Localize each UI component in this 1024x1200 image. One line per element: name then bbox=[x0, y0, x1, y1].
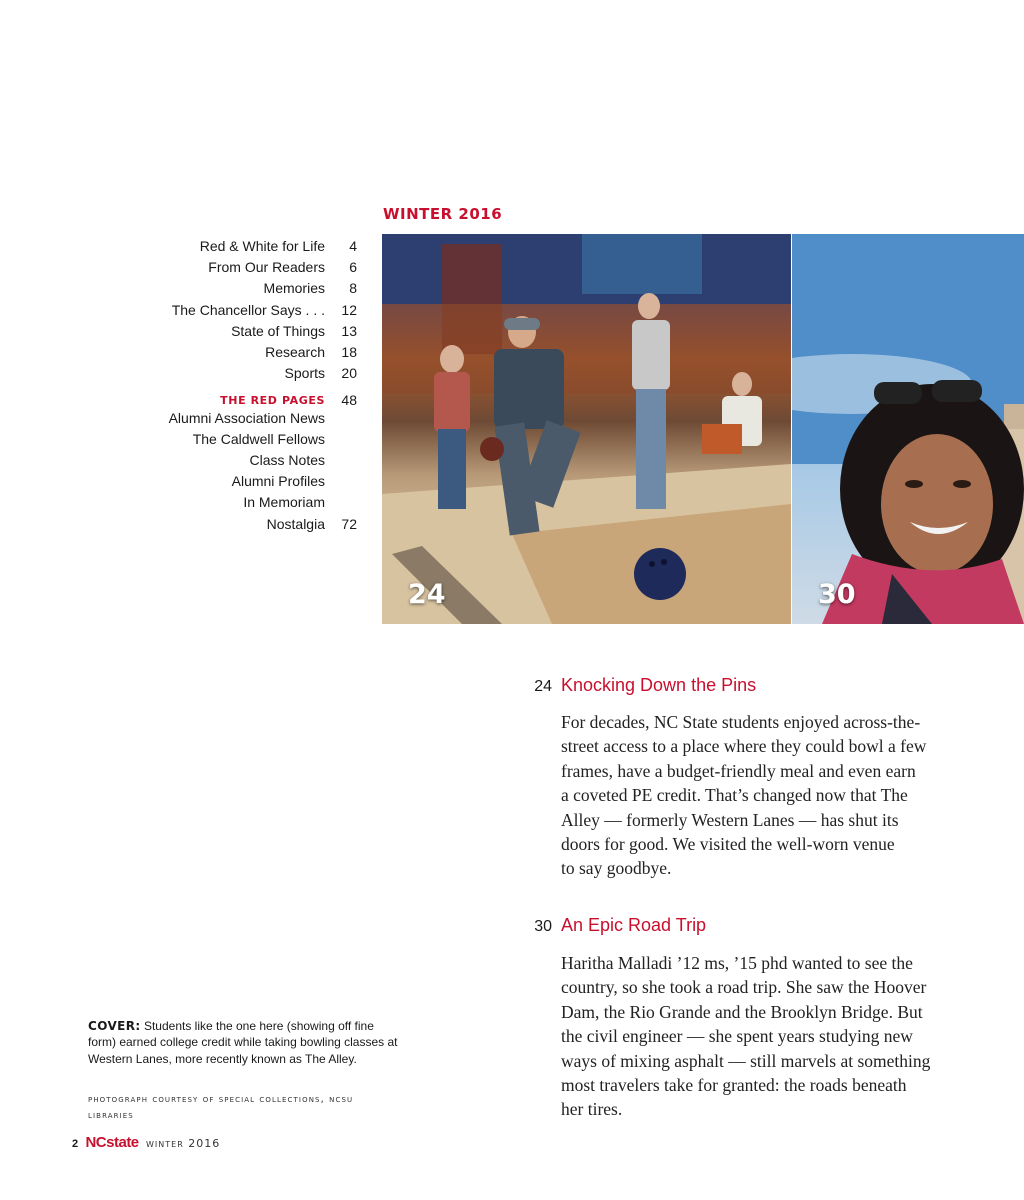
red-pages-item-label[interactable]: Alumni Profiles bbox=[231, 473, 325, 489]
summary-line: a coveted PE credit. That’s changed now that The bbox=[561, 785, 908, 806]
issue-label: WINTER 2016 bbox=[383, 205, 503, 223]
toc-item-page: 4 bbox=[349, 238, 357, 254]
toc-item-page: 13 bbox=[341, 323, 357, 339]
article-summary bbox=[561, 710, 951, 881]
bowling-photo[interactable] bbox=[382, 234, 791, 624]
article-title[interactable]: Knocking Down the Pins bbox=[561, 675, 757, 695]
article-summary bbox=[561, 951, 951, 1122]
photo-credit: photograph courtesy of special collections, ncsu libraries bbox=[88, 1094, 354, 1121]
toc-item-page: 12 bbox=[341, 302, 357, 318]
page-footer bbox=[72, 1134, 220, 1151]
red-pages-item-page: 72 bbox=[341, 516, 357, 532]
footer-page-number: 2 bbox=[72, 1138, 79, 1150]
article-title[interactable]: An Epic Road Trip bbox=[561, 915, 707, 935]
toc-item-label[interactable]: From Our Readers bbox=[208, 259, 325, 275]
summary-line: her tires. bbox=[561, 1099, 623, 1120]
toc-item-label[interactable]: The Chancellor Says . . . bbox=[171, 302, 325, 318]
summary-line: doors for good. We visited the well-worn venue bbox=[561, 834, 895, 855]
summary-line: Alley — formerly Western Lanes — has shut its bbox=[561, 809, 899, 830]
summary-line: to say goodbye. bbox=[561, 858, 672, 879]
footer-issue: winter 2016 bbox=[146, 1137, 221, 1150]
article-page-number: 30 bbox=[534, 918, 552, 935]
cover-caption-lead: COVER: bbox=[88, 1019, 141, 1033]
red-pages-item-label[interactable]: Class Notes bbox=[249, 452, 325, 468]
red-pages-item-label[interactable]: Nostalgia bbox=[266, 516, 325, 532]
toc-item-page: 20 bbox=[341, 365, 357, 381]
summary-line: street access to a place where they could bowl a few bbox=[561, 736, 927, 757]
summary-line: frames, have a budget-friendly meal and even earn bbox=[561, 760, 916, 781]
ncstate-logo: NCstate bbox=[85, 1134, 139, 1151]
photo-page-number: 24 bbox=[408, 579, 446, 610]
summary-line: country, so she took a road trip. She saw the Hoover bbox=[561, 977, 927, 998]
portrait-illustration bbox=[792, 234, 1024, 624]
toc-item-page: 18 bbox=[341, 344, 357, 360]
red-pages-item-label[interactable]: In Memoriam bbox=[243, 494, 325, 510]
toc-item-label[interactable]: State of Things bbox=[231, 323, 325, 339]
summary-line: Dam, the Rio Grande and the Brooklyn Bridge. But bbox=[561, 1001, 923, 1022]
toc-item-label[interactable]: Sports bbox=[284, 365, 325, 381]
photo-page-number: 30 bbox=[818, 579, 856, 610]
cover-caption bbox=[88, 1018, 398, 1067]
red-pages-page: 48 bbox=[341, 392, 357, 408]
summary-line: For decades, NC State students enjoyed across-the- bbox=[561, 712, 921, 732]
road-trip-photo[interactable] bbox=[792, 234, 1024, 624]
article-page-number: 24 bbox=[534, 678, 552, 695]
red-pages-heading[interactable]: THE RED PAGES bbox=[220, 394, 325, 407]
toc-item-page: 6 bbox=[349, 259, 357, 275]
toc-item-label[interactable]: Red & White for Life bbox=[199, 238, 325, 254]
summary-line: the civil engineer — she spent years studying new bbox=[561, 1026, 913, 1047]
summary-line: most travelers take for granted: the roads beneath bbox=[561, 1075, 907, 1096]
summary-line: Haritha Malladi ’12 ms, ’15 phd wanted to see the bbox=[561, 953, 913, 973]
red-pages-item-label[interactable]: Alumni Association News bbox=[168, 410, 325, 426]
bowling-scene-illustration bbox=[382, 234, 791, 624]
toc-item-label[interactable]: Memories bbox=[263, 280, 325, 296]
toc-item-label[interactable]: Research bbox=[265, 344, 325, 360]
toc-item-page: 8 bbox=[349, 280, 357, 296]
cover-caption-text: Students like the one here (showing off fine form) earned college credit while taking bowling classes at Western Lanes, more recently known as The Alley. bbox=[88, 1019, 398, 1066]
red-pages-item-label[interactable]: The Caldwell Fellows bbox=[192, 431, 325, 447]
summary-line: ways of mixing asphalt — still marvels at something bbox=[561, 1050, 931, 1071]
